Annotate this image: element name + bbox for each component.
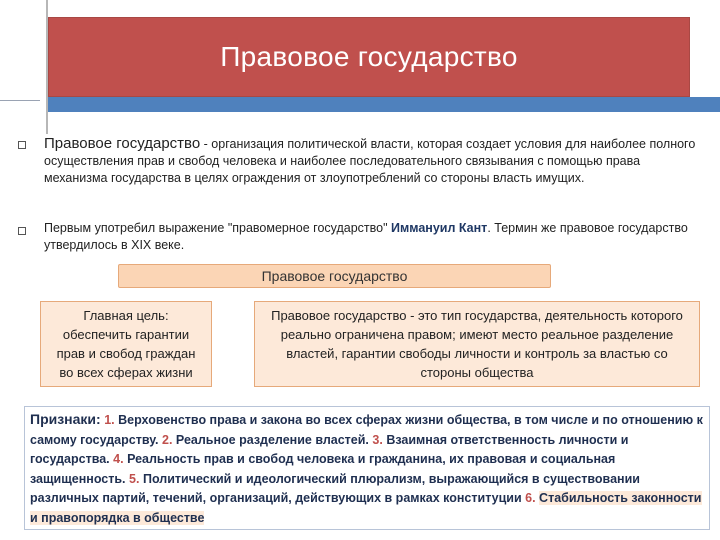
goal-line: прав и свобод граждан bbox=[56, 346, 196, 361]
signs-heading: Признаки: bbox=[30, 411, 101, 427]
term-label: Правовое государство bbox=[44, 135, 201, 152]
signs-box bbox=[24, 406, 710, 530]
history-text-after: . Термин же правовое государство утвердилось в XIX веке. bbox=[44, 221, 688, 252]
goal-box bbox=[40, 301, 212, 387]
sign-text: Стабильность законности и правопорядка в обществе bbox=[30, 491, 702, 525]
sign-number: 3. bbox=[372, 432, 383, 447]
concept-label: Правовое государство bbox=[261, 268, 408, 284]
sign-number: 4. bbox=[113, 452, 124, 466]
history-paragraph bbox=[44, 220, 704, 254]
sign-text: Политический и идеологический плюрализм, выражающийся в существовании различных партий, течений, организаций, действующих в рамках конституции bbox=[30, 471, 640, 505]
sign-text: Реальность прав и свобод человека и гражданина, их правовая и социальная защищенность. bbox=[30, 452, 616, 486]
definition-paragraph bbox=[44, 135, 704, 187]
sign-text: Верховенство права и закона во всех сферах жизни общества, в том числе и по отношению к самому государству. bbox=[30, 413, 703, 447]
sign-number: 1. bbox=[104, 413, 115, 427]
goal-line: Главная цель: bbox=[83, 308, 169, 323]
definition-box-text: Правовое государство - это тип государства, деятельность которого реально ограничена правом; имеют место реальное разделение властей, гарантии свободы личности и контроль за властью со стороны общества bbox=[271, 308, 683, 380]
accent-line bbox=[0, 100, 40, 101]
sign-number: 2. bbox=[162, 432, 173, 447]
bullet-square-icon bbox=[18, 141, 26, 149]
blue-band bbox=[48, 97, 720, 112]
sign-number: 5. bbox=[129, 471, 140, 486]
page-title: Правовое государство bbox=[220, 41, 518, 72]
bullet-square-icon bbox=[18, 227, 26, 235]
title-banner bbox=[48, 17, 690, 97]
sign-text: Взаимная ответственность личности и государства. bbox=[30, 432, 629, 466]
kant-name: Иммануил Кант bbox=[391, 221, 488, 235]
goal-line: во всех сферах жизни bbox=[59, 365, 193, 380]
definition-box bbox=[254, 301, 700, 387]
goal-line: обеспечить гарантии bbox=[62, 327, 190, 342]
concept-box bbox=[118, 264, 551, 288]
history-text-before: Первым употребил выражение "правомерное государство" bbox=[44, 221, 392, 235]
sign-number: 6. bbox=[525, 491, 536, 505]
sign-text: Реальное разделение властей. bbox=[175, 432, 369, 447]
definition-text: - организация политической власти, которая создает условия для наиболее полного осуществления прав и свобод человека и наиболее последовательного связывания с помощью права механизма государства в целях ограждения от злоупотреблений со стороны власть имущих. bbox=[44, 137, 696, 185]
